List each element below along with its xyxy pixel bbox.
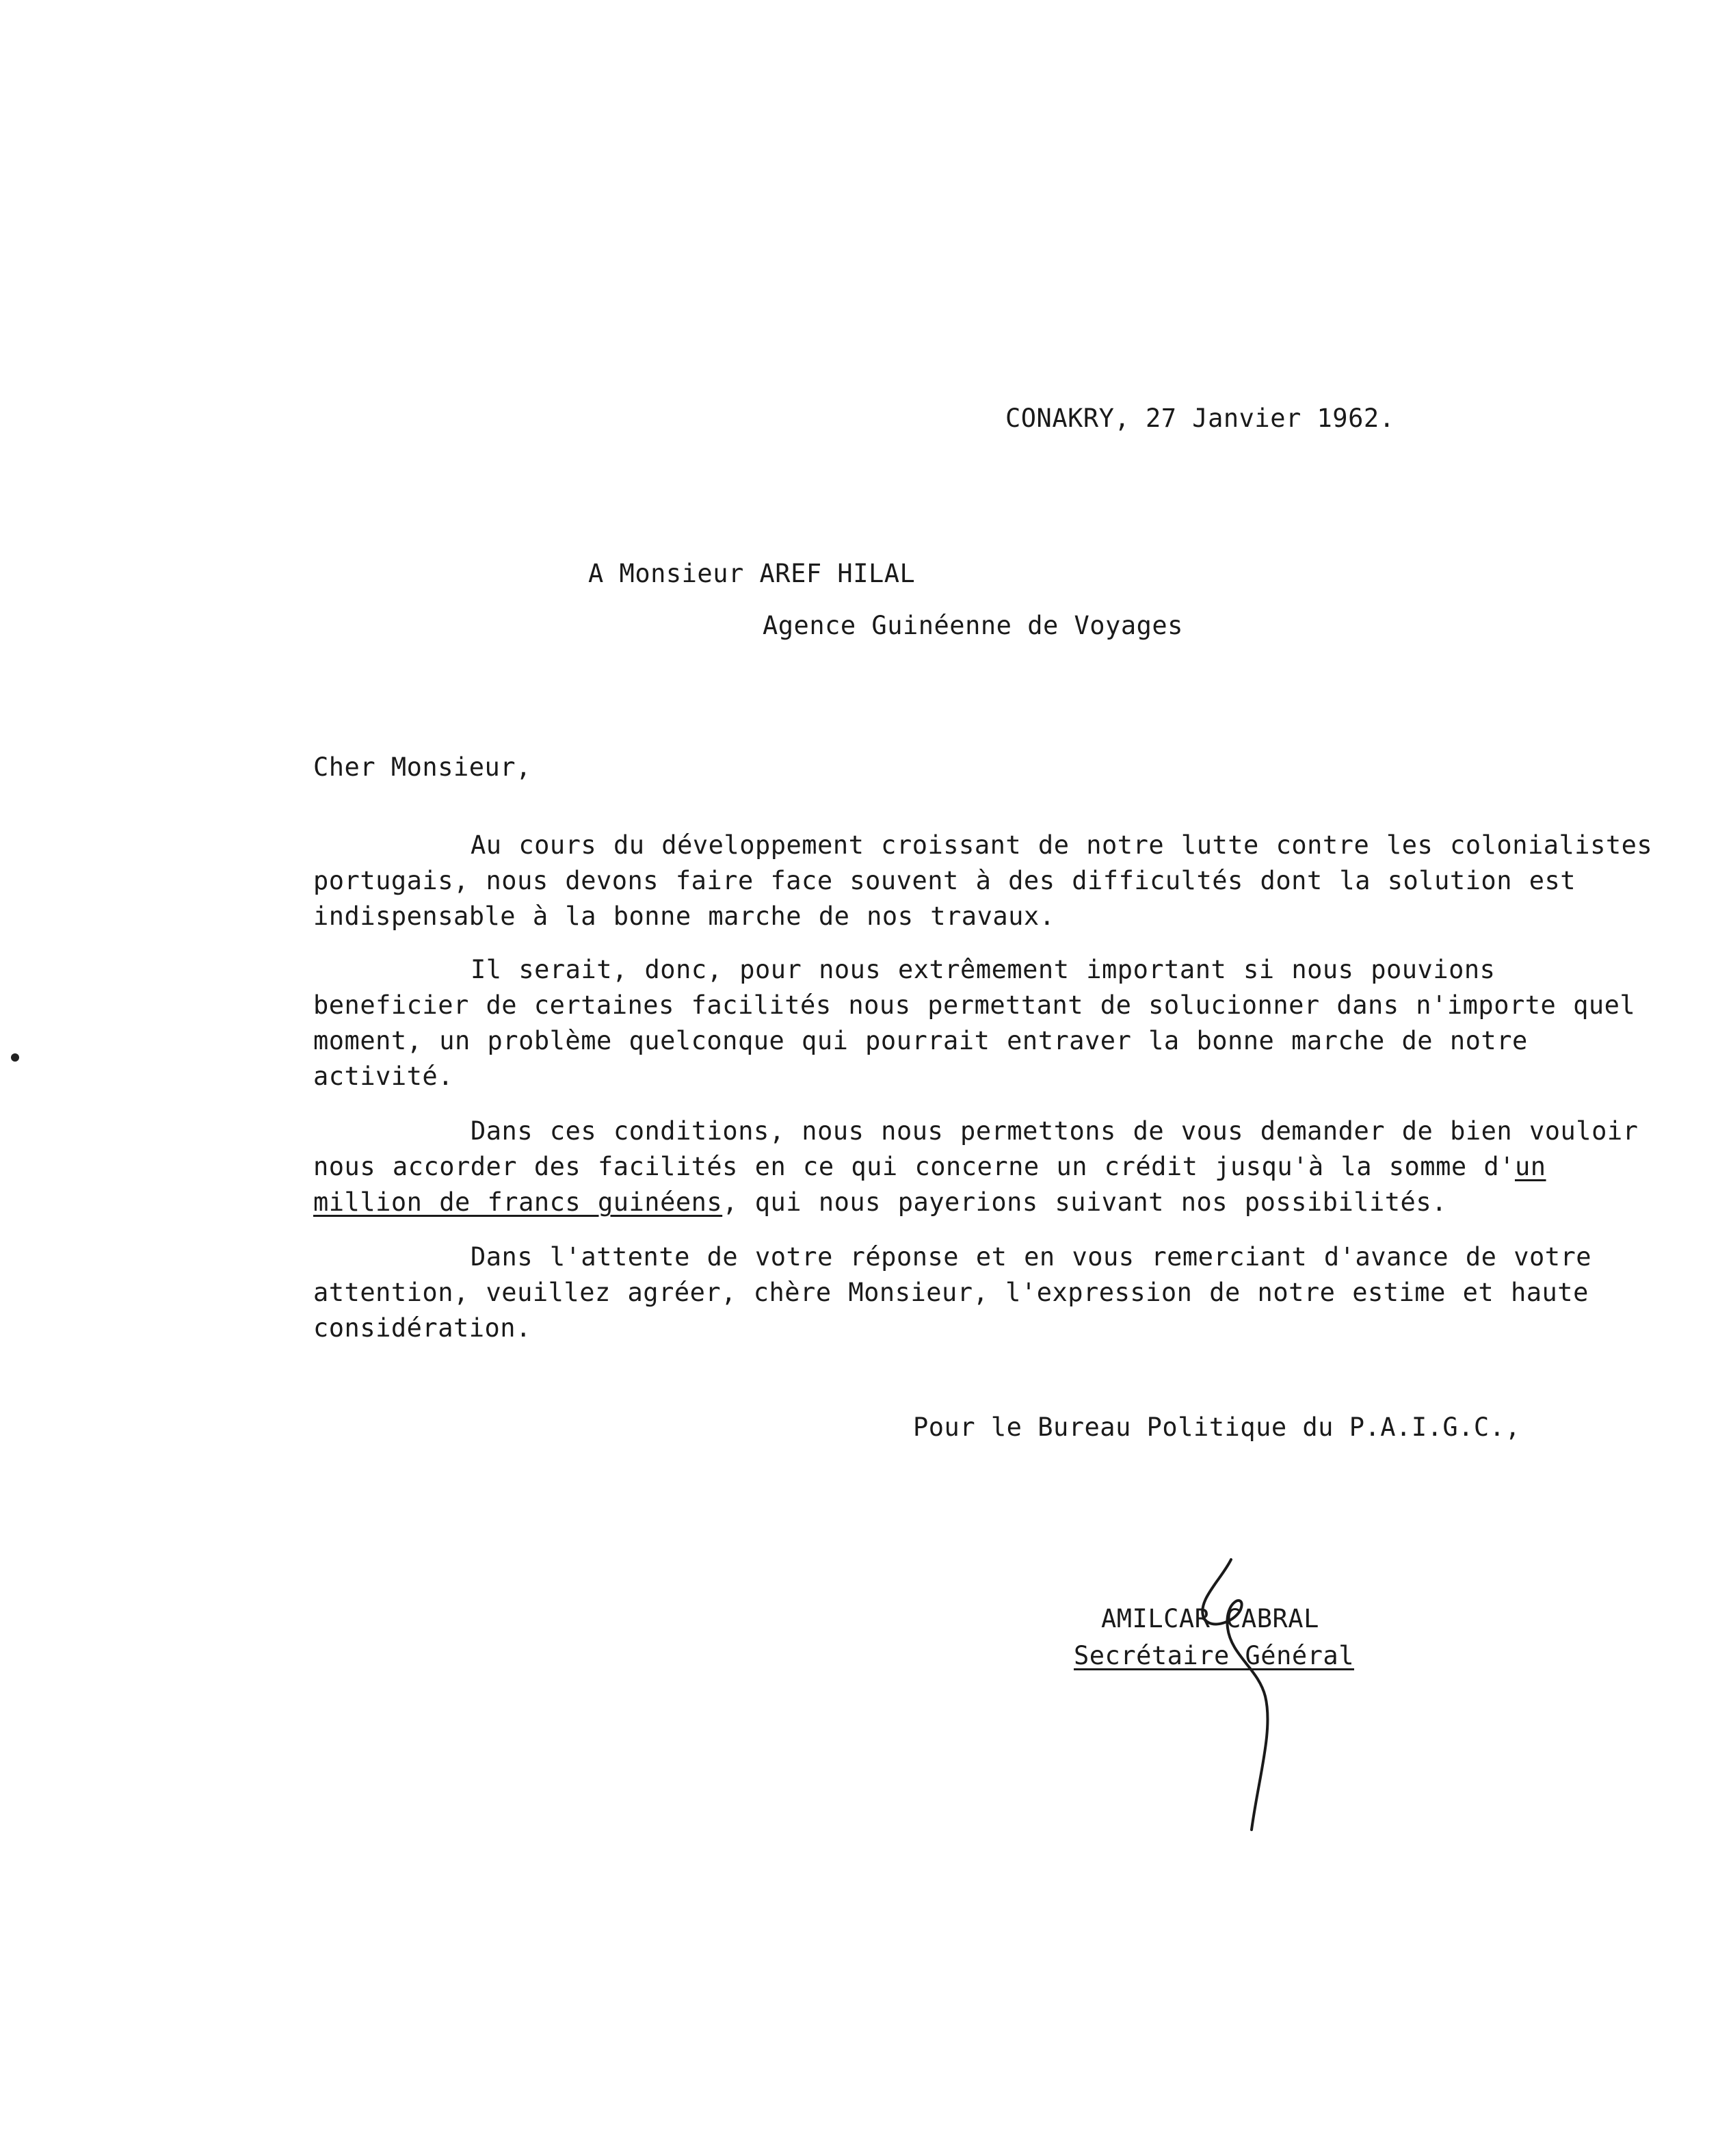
signatory-title-text: Secrétaire Général [1074, 1641, 1354, 1670]
paragraph-1 [313, 828, 1654, 934]
closing-line: Pour le Bureau Politique du P.A.I.G.C., [913, 1412, 1521, 1442]
paper-speck [11, 1053, 19, 1062]
paragraph-4 [313, 1239, 1654, 1346]
paragraph-2-text: Il serait, donc, pour nous extrêmement important si nous pouvions beneficier de certaines facilités nous permettant de solucionner dans n'importe quel moment, un problème quelconque qui pourrait entraver la bonne marche de notre activité. [313, 955, 1636, 1091]
paragraph-4-text: Dans l'attente de votre réponse et en vous remerciant d'avance de votre attention, veuillez agréer, chère Monsieur, l'expression de notre estime et haute considération. [313, 1242, 1592, 1343]
paragraph-1-text: Au cours du développement croissant de notre lutte contre les colonialistes portugais, nous devons faire face souvent à des difficultés dont la solution est indispensable à la bonne marche de nos travaux. [313, 830, 1653, 931]
signatory-title [1074, 1638, 1354, 1674]
handwritten-signature-icon [1156, 1553, 1320, 1840]
paragraph-3-text-before: Dans ces conditions, nous nous permettons de vous demander de bien vouloir nous accorder des facilités en ce qui concerne un crédit jusqu'à la somme d' [313, 1116, 1639, 1181]
salutation: Cher Monsieur, [313, 752, 531, 782]
credit-amount: un million de francs guinéens [313, 1152, 1546, 1217]
paragraph-3 [313, 1114, 1654, 1220]
recipient-name: A Monsieur AREF HILAL [588, 559, 916, 588]
signatory-name: AMILCAR CABRAL [1101, 1604, 1319, 1633]
paragraph-3-text-after: , qui nous payerions suivant nos possibilités. [722, 1187, 1447, 1217]
recipient-organization: Agence Guinéenne de Voyages [763, 611, 1183, 640]
letter-date: CONAKRY, 27 Janvier 1962. [1005, 404, 1395, 433]
paragraph-2 [313, 952, 1654, 1094]
